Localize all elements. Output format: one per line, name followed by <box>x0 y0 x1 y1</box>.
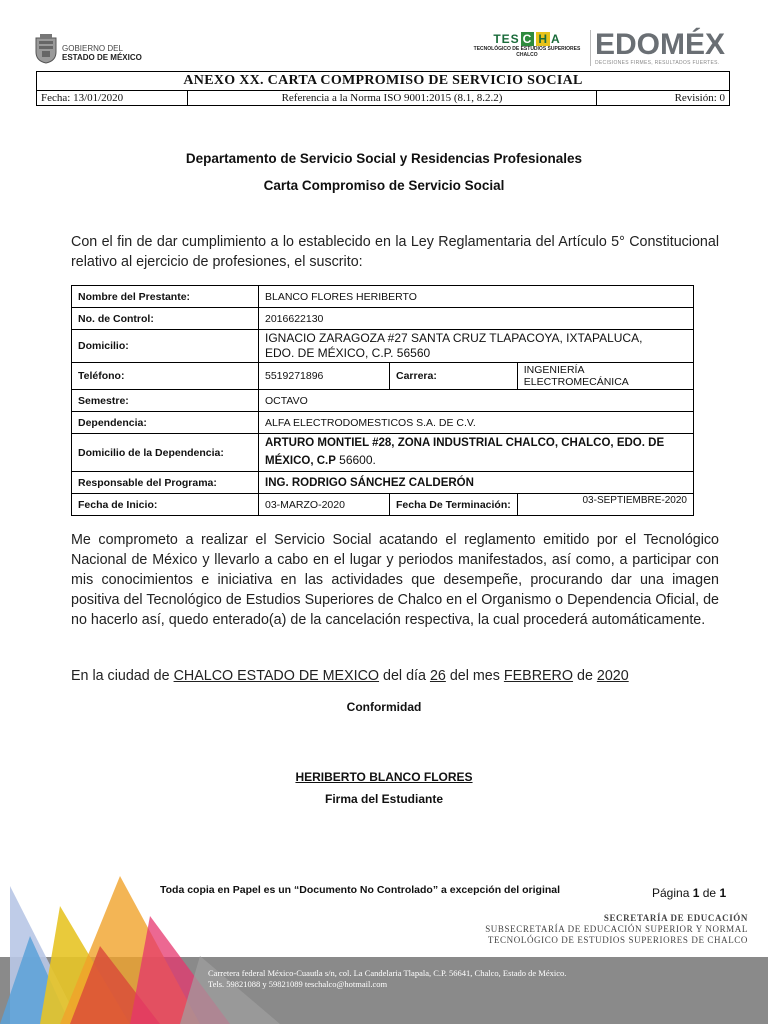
agency-address-line1: ARTURO MONTIEL #28, ZONA INDUSTRIAL CHALCO, CHALCO, EDO. DE <box>265 437 665 449</box>
student-info-table <box>71 285 694 516</box>
table-row <box>72 494 694 516</box>
gov-logo-line2: ESTADO DE MÉXICO <box>62 53 142 62</box>
month-value: FEBRERO <box>503 668 574 684</box>
agency-label: Dependencia: <box>72 412 259 434</box>
page-number <box>652 886 726 900</box>
table-row <box>72 434 694 472</box>
tescha-word-a: TES <box>493 32 520 46</box>
annex-reference: Referencia a la Norma ISO 9001:2015 (8.1, 8.2.2) <box>188 91 597 106</box>
phone-label: Teléfono: <box>72 363 259 390</box>
coat-of-arms-icon <box>34 34 58 64</box>
footer-note: Toda copia en Papel es un “Documento No Controlado” a excepción del original <box>160 884 561 896</box>
name-label: Nombre del Prestante: <box>72 286 259 308</box>
table-row <box>72 472 694 494</box>
career-value: INGENIERÍA ELECTROMECÁNICA <box>517 363 693 390</box>
address-line1: IGNACIO ZARAGOZA #27 SANTA CRUZ TLAPACOYA, IXTAPALUCA, <box>265 331 643 345</box>
address-line-2: Tels. 59821088 y 59821089 teschalco@hotmail.com <box>208 979 388 989</box>
tescha-word-b: C <box>522 32 533 46</box>
annex-revision: Revisión: 0 <box>597 91 730 106</box>
table-row <box>72 286 694 308</box>
table-row <box>72 390 694 412</box>
semester-label: Semestre: <box>72 390 259 412</box>
secretariat-line1: SECRETARÍA DE EDUCACIÓN <box>603 913 748 923</box>
tescha-sub1: TECNOLÓGICO DE ESTUDIOS SUPERIORES <box>473 46 581 52</box>
department-heading: Departamento de Servicio Social y Residencias Profesionales <box>185 151 583 166</box>
tescha-word-c: H <box>538 32 548 46</box>
city-prefix: En la ciudad de <box>71 668 170 684</box>
table-row <box>72 363 694 390</box>
gov-logo-line1: GOBIERNO DEL <box>62 44 123 53</box>
annex-date: Fecha: 13/01/2020 <box>37 91 188 106</box>
document-subtitle: Carta Compromiso de Servicio Social <box>263 178 505 193</box>
table-row <box>72 412 694 434</box>
logo-divider <box>590 30 591 66</box>
end-value: 03-SEPTIEMBRE-2020 <box>517 494 693 516</box>
day-value: 26 <box>429 668 446 684</box>
page-sep: de <box>702 886 717 900</box>
address-value <box>259 330 694 363</box>
annex-title: ANEXO XX. CARTA COMPROMISO DE SERVICIO SOCIAL <box>37 72 730 91</box>
agency-value: ALFA ELECTRODOMESTICOS S.A. DE C.V. <box>259 412 694 434</box>
commitment-paragraph: Me comprometo a realizar el Servicio Social acatando el reglamento emitido por el Tecnológico Nacional de México y llevarlo a cabo en el lugar y periodos manifestados, así como, a participar con mis conocimientos e iniciativa en las actividades que desempeñe, procurando dar una imagen positiva del Tecnológico de Estudios Superiores de Chalco en el Organismo o Dependencia Oficial, de no hacerlo así, quedo enterado(a) de la cancelación respectiva, la cual procederá automáticamente. <box>71 532 719 628</box>
city-value: CHALCO ESTADO DE MEXICO <box>173 668 380 684</box>
signature-label: Firma del Estudiante <box>324 792 444 806</box>
tescha-logo <box>466 32 588 64</box>
signer-name <box>0 770 768 784</box>
control-label: No. de Control: <box>72 308 259 330</box>
footer-address <box>208 968 566 990</box>
address-label: Domicilio: <box>72 330 259 363</box>
conformity-label: Conformidad <box>346 700 422 714</box>
year-value: 2020 <box>596 668 629 684</box>
semester-value: OCTAVO <box>259 390 694 412</box>
table-row <box>72 330 694 363</box>
edomex-word: EDOMÉX <box>595 28 726 61</box>
secretariat-line2: SUBSECRETARÍA DE EDUCACIÓN SUPERIOR Y NORMAL <box>485 924 748 934</box>
agency-address-label: Domicilio de la Dependencia: <box>72 434 259 472</box>
secretariat-block <box>485 913 748 946</box>
name-value: BLANCO FLORES HERIBERTO <box>259 286 694 308</box>
page-prefix: Página <box>652 886 690 900</box>
address-line-1: Carretera federal México-Cuautla s/n, col. La Candelaria Tlapala, C.P. 56641, Chalco, Estado de México. <box>208 968 567 978</box>
tescha-sub2: CHALCO <box>516 52 538 58</box>
agency-address-value <box>259 434 694 472</box>
agency-address-line2a: MÉXICO, C.P <box>265 455 336 467</box>
intro-paragraph: Con el fin de dar cumplimiento a lo establecido en la Ley Reglamentaria del Artículo 5° Constitucional relativo al ejercicio de profesiones, el suscrito: <box>71 234 719 270</box>
decorative-triangles-icon <box>0 876 300 1024</box>
control-value: 2016622130 <box>259 308 694 330</box>
edomex-logo <box>595 30 745 66</box>
year-prefix: de <box>577 668 593 684</box>
city-date-line <box>71 666 719 686</box>
start-value: 03-MARZO-2020 <box>259 494 390 516</box>
page-total: 1 <box>719 886 727 900</box>
phone-value: 5519271896 <box>259 363 390 390</box>
page-current: 1 <box>692 886 700 900</box>
agency-address-line2b: 56600. <box>339 453 376 467</box>
tescha-word-d: A <box>551 32 561 46</box>
start-label: Fecha de Inicio: <box>72 494 259 516</box>
career-label: Carrera: <box>390 363 518 390</box>
responsible-value: ING. RODRIGO SÁNCHEZ CALDERÓN <box>259 472 694 494</box>
end-label: Fecha De Terminación: <box>390 494 518 516</box>
annex-header-table <box>36 71 730 106</box>
signer-name-text: HERIBERTO BLANCO FLORES <box>295 770 473 784</box>
secretariat-line3: TECNOLÓGICO DE ESTUDIOS SUPERIORES DE CHALCO <box>487 935 748 945</box>
address-line2: EDO. DE MÉXICO, C.P. 56560 <box>265 346 431 360</box>
table-row <box>72 308 694 330</box>
month-prefix: del mes <box>449 668 500 684</box>
day-prefix: del día <box>383 668 426 684</box>
edomex-tagline: DECISIONES FIRMES, RESULTADOS FUERTES. <box>595 60 720 66</box>
responsible-label: Responsable del Programa: <box>72 472 259 494</box>
government-logo <box>34 34 154 66</box>
